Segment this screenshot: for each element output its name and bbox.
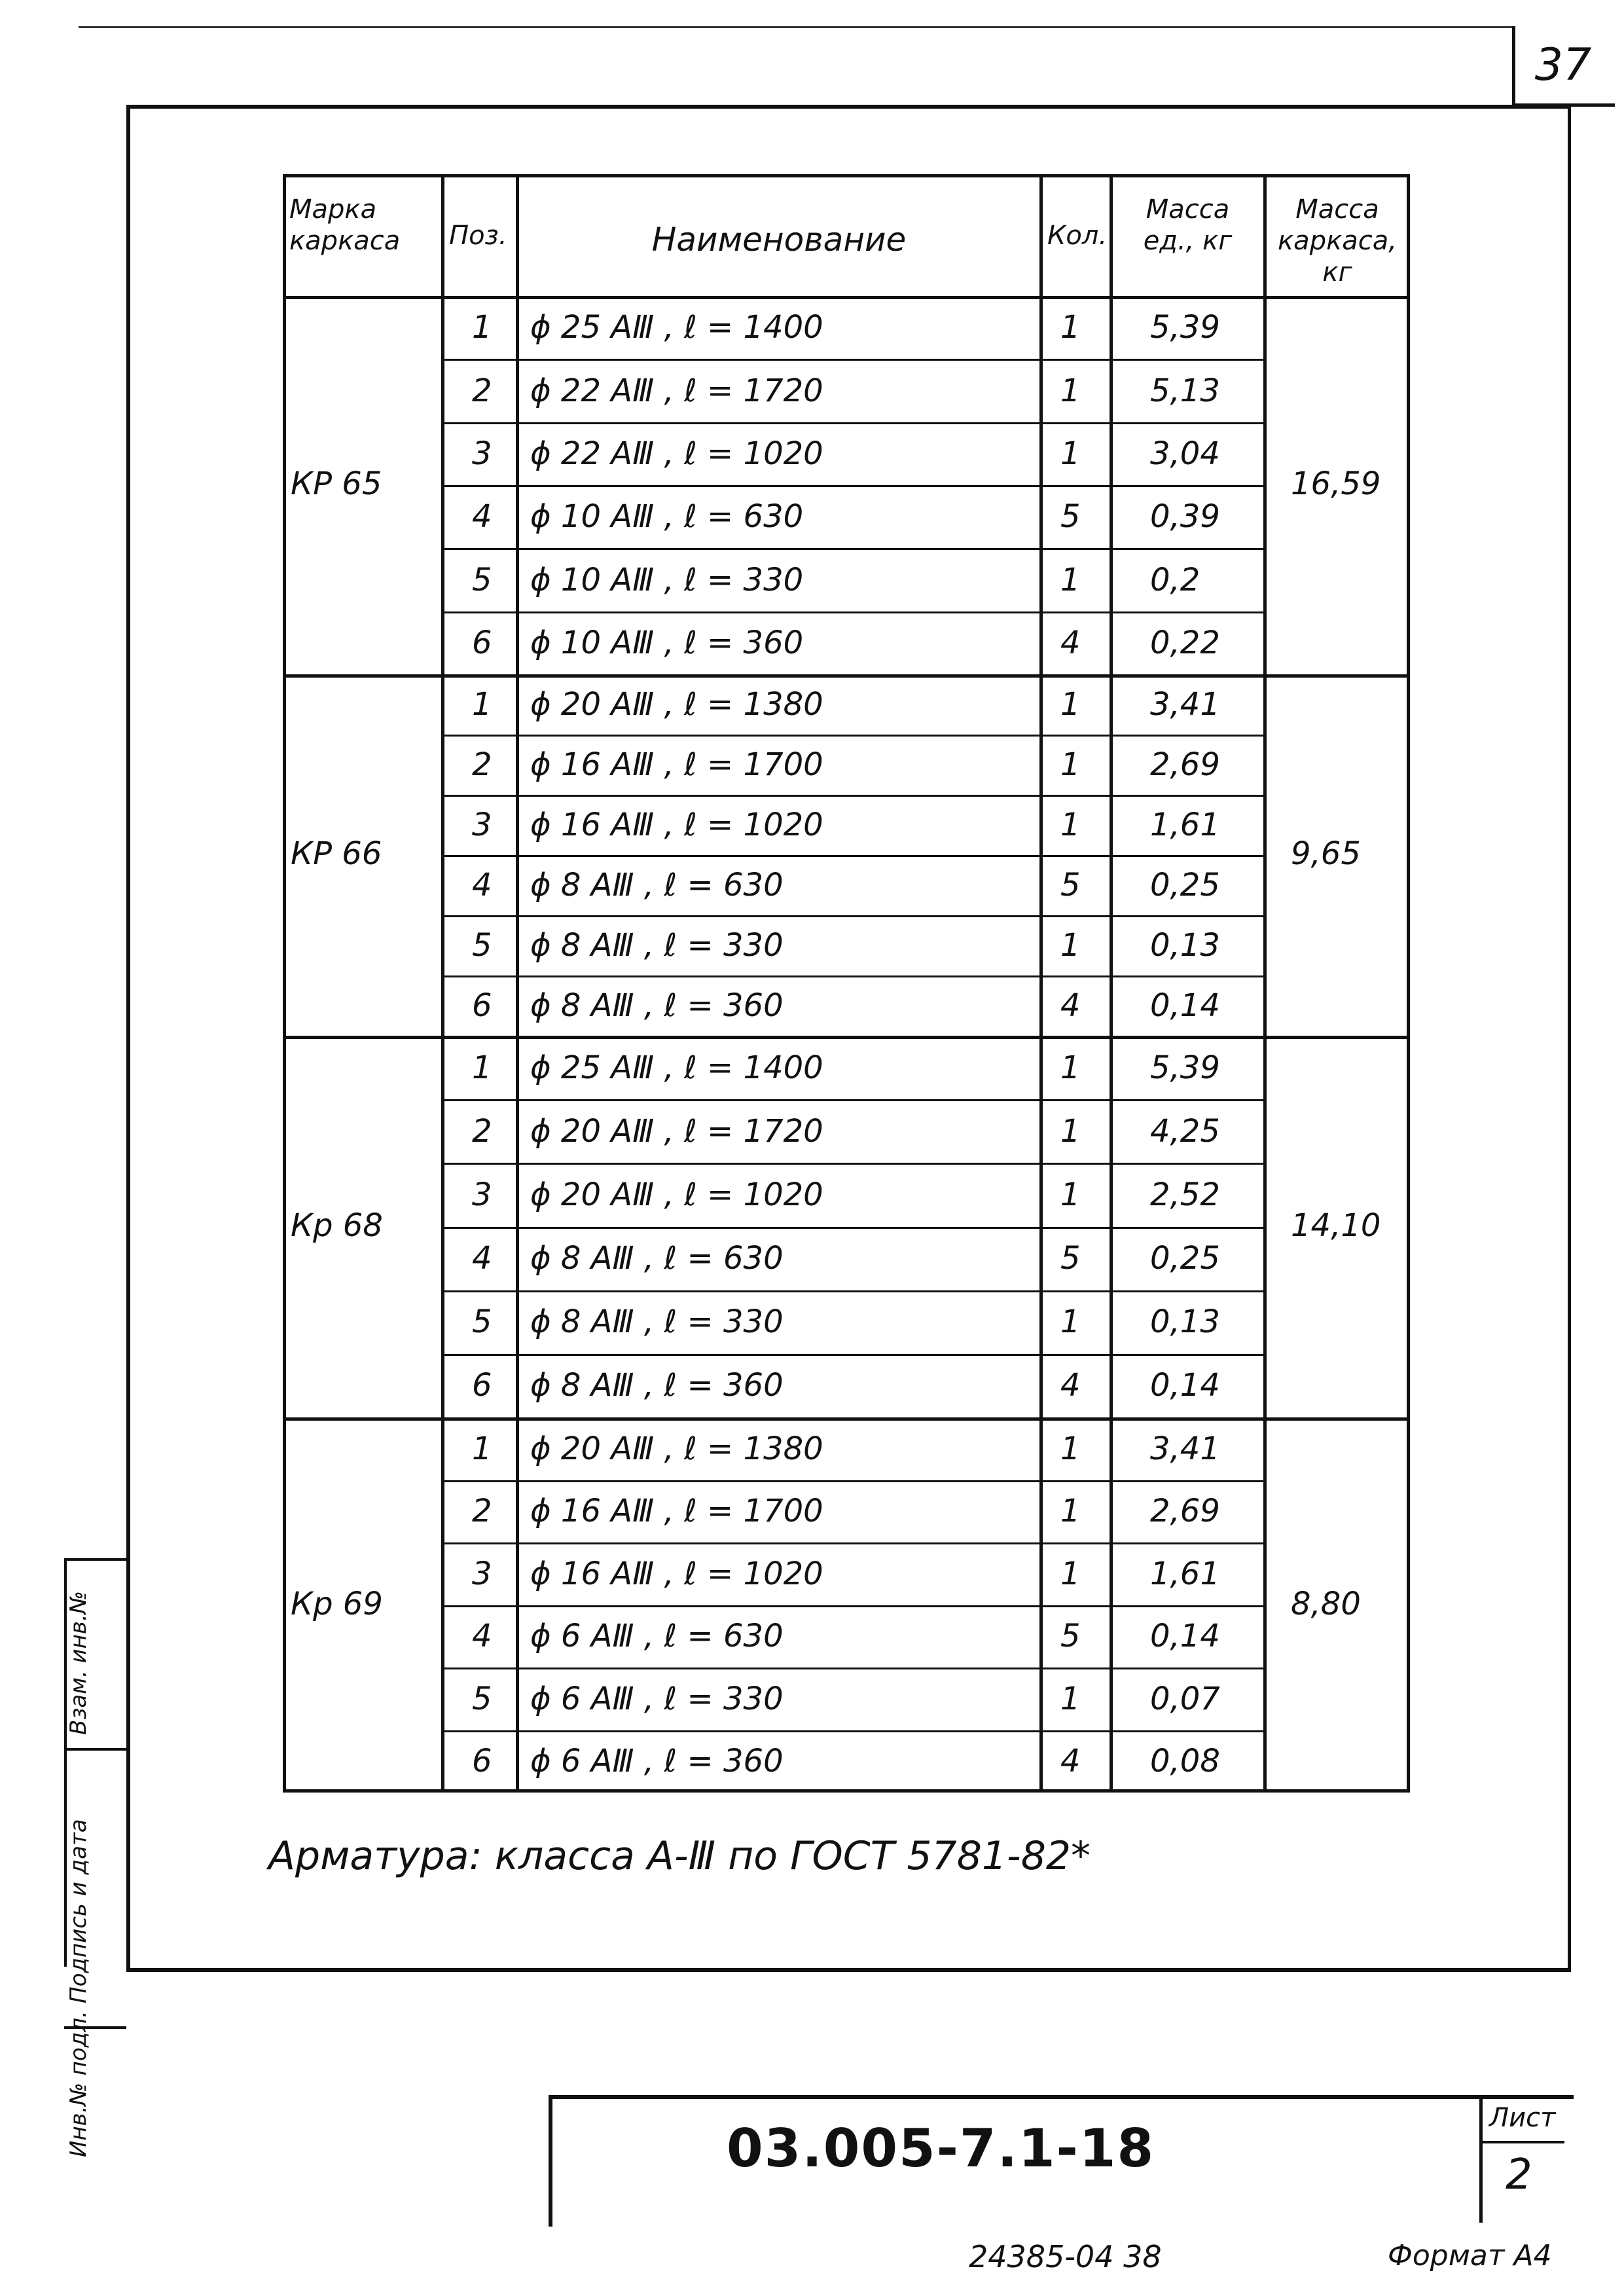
row-pos: 4 <box>472 498 492 536</box>
row-name: ϕ 16 АⅢ , ℓ = 1020 <box>530 1555 823 1592</box>
row-name: ϕ 20 АⅢ , ℓ = 1720 <box>530 1112 823 1150</box>
row-name: ϕ 6 АⅢ , ℓ = 360 <box>530 1743 784 1780</box>
group-mark: Кр 68 <box>291 1207 383 1244</box>
format-label: Формат А4 <box>1388 2239 1552 2272</box>
row-pos: 6 <box>472 987 492 1024</box>
row-mass: 0,22 <box>1150 624 1220 661</box>
table-row-line <box>442 359 1265 361</box>
side-label-sign-date: Подпись и дата <box>65 1819 92 2003</box>
top-border-line <box>79 26 1512 28</box>
sheet-box-divider <box>1479 2141 1564 2143</box>
row-pos: 3 <box>472 435 492 472</box>
row-pos: 4 <box>472 1618 492 1655</box>
header-name: Наименование <box>651 221 907 259</box>
row-mass: 0,39 <box>1150 498 1220 536</box>
row-qty: 1 <box>1060 1680 1081 1717</box>
row-name: ϕ 20 АⅢ , ℓ = 1380 <box>530 686 823 723</box>
sheet-label: Лист <box>1489 2103 1556 2133</box>
row-name: ϕ 22 АⅢ , ℓ = 1720 <box>530 372 823 409</box>
header-marka: Марка каркаса <box>289 194 401 256</box>
row-name: ϕ 8 АⅢ , ℓ = 330 <box>530 927 784 964</box>
table-row-line <box>442 422 1265 424</box>
table-row-line <box>442 1354 1265 1356</box>
group-mark: КР 65 <box>291 465 382 502</box>
row-qty: 4 <box>1060 1367 1081 1404</box>
row-mass: 3,41 <box>1150 686 1220 723</box>
row-name: ϕ 20 АⅢ , ℓ = 1380 <box>530 1430 823 1467</box>
row-name: ϕ 25 АⅢ , ℓ = 1400 <box>530 309 823 346</box>
row-name: ϕ 10 АⅢ , ℓ = 360 <box>530 624 804 661</box>
row-name: ϕ 6 АⅢ , ℓ = 630 <box>530 1618 784 1655</box>
group-total-mass: 14,10 <box>1291 1207 1381 1244</box>
row-name: ϕ 8 АⅢ , ℓ = 360 <box>530 1367 784 1404</box>
page-number: 37 <box>1534 39 1592 91</box>
row-pos: 3 <box>472 1176 492 1213</box>
row-name: ϕ 10 АⅢ , ℓ = 330 <box>530 561 804 598</box>
sheet-number: 2 <box>1506 2151 1532 2199</box>
table-row-line <box>442 1163 1265 1165</box>
table-row-line <box>442 1227 1265 1229</box>
reinforcement-note: Арматура: класса А-Ⅲ по ГОСТ 5781-82* <box>268 1833 1091 1879</box>
table-row-line <box>442 1542 1265 1544</box>
bottom-code: 24385-04 38 <box>969 2239 1162 2274</box>
row-name: ϕ 8 АⅢ , ℓ = 360 <box>530 987 784 1024</box>
table-column-line <box>1110 174 1113 1793</box>
row-pos: 6 <box>472 1367 492 1404</box>
row-name: ϕ 8 АⅢ , ℓ = 330 <box>530 1303 784 1341</box>
table-group-line <box>283 1036 1410 1039</box>
row-mass: 3,04 <box>1150 435 1220 472</box>
table-row-line <box>442 1605 1265 1607</box>
row-name: ϕ 8 АⅢ , ℓ = 630 <box>530 1240 784 1277</box>
row-pos: 5 <box>472 1303 492 1341</box>
row-pos: 2 <box>472 1112 492 1150</box>
table-row-line <box>442 548 1265 550</box>
row-mass: 0,25 <box>1150 867 1220 903</box>
row-qty: 1 <box>1060 1303 1081 1341</box>
row-name: ϕ 16 АⅢ , ℓ = 1020 <box>530 807 823 843</box>
row-mass: 0,14 <box>1150 1367 1220 1404</box>
table-row-line <box>442 795 1265 797</box>
row-pos: 5 <box>472 561 492 598</box>
row-pos: 2 <box>472 372 492 409</box>
row-mass: 0,2 <box>1150 561 1200 598</box>
row-mass: 3,41 <box>1150 1430 1220 1467</box>
table-row-line <box>442 611 1265 613</box>
row-mass: 0,13 <box>1150 927 1220 964</box>
table-row-line <box>442 975 1265 977</box>
row-name: ϕ 6 АⅢ , ℓ = 330 <box>530 1680 784 1717</box>
row-mass: 0,14 <box>1150 987 1220 1024</box>
table-column-line <box>1039 174 1043 1793</box>
row-name: ϕ 20 АⅢ , ℓ = 1020 <box>530 1176 823 1213</box>
row-name: ϕ 16 АⅢ , ℓ = 1700 <box>530 746 823 783</box>
group-total-mass: 8,80 <box>1291 1585 1361 1622</box>
row-pos: 2 <box>472 746 492 783</box>
row-mass: 1,61 <box>1150 807 1220 843</box>
row-pos: 1 <box>472 1430 492 1467</box>
row-mass: 5,13 <box>1150 372 1220 409</box>
row-qty: 1 <box>1060 807 1081 843</box>
header-poz: Поз. <box>449 221 507 251</box>
table-column-line <box>441 174 444 1793</box>
table-row-line <box>442 1099 1265 1101</box>
row-mass: 0,13 <box>1150 1303 1220 1341</box>
row-qty: 1 <box>1060 1555 1081 1592</box>
table-row-line <box>442 1480 1265 1482</box>
row-qty: 5 <box>1060 867 1081 903</box>
table-row-line <box>442 1730 1265 1732</box>
row-pos: 1 <box>472 309 492 346</box>
row-pos: 3 <box>472 807 492 843</box>
row-qty: 4 <box>1060 987 1081 1024</box>
row-mass: 0,07 <box>1150 1680 1220 1717</box>
row-mass: 0,25 <box>1150 1240 1220 1277</box>
table-row-line <box>442 1290 1265 1292</box>
table-group-line <box>283 1417 1410 1421</box>
group-total-mass: 16,59 <box>1291 465 1381 502</box>
row-pos: 3 <box>472 1555 492 1592</box>
row-qty: 1 <box>1060 309 1081 346</box>
row-pos: 4 <box>472 1240 492 1277</box>
row-qty: 1 <box>1060 686 1081 723</box>
row-qty: 1 <box>1060 1430 1081 1467</box>
row-mass: 5,39 <box>1150 309 1220 346</box>
side-label-vzam-inv: Взам. инв.№ <box>65 1590 92 1735</box>
table-row-line <box>442 735 1265 737</box>
row-mass: 2,69 <box>1150 746 1220 783</box>
row-mass: 4,25 <box>1150 1112 1220 1150</box>
row-qty: 1 <box>1060 561 1081 598</box>
row-qty: 1 <box>1060 372 1081 409</box>
side-stamp-divider <box>64 1748 126 1751</box>
group-mark: Кр 69 <box>291 1585 383 1622</box>
header-kol: Кол. <box>1047 221 1108 251</box>
table-group-line <box>283 674 1410 678</box>
row-mass: 0,14 <box>1150 1618 1220 1655</box>
group-mark: КР 66 <box>291 835 382 872</box>
table-header-line <box>283 296 1410 299</box>
row-pos: 1 <box>472 686 492 723</box>
row-name: ϕ 22 АⅢ , ℓ = 1020 <box>530 435 823 472</box>
specification-table <box>283 174 1410 1793</box>
row-name: ϕ 25 АⅢ , ℓ = 1400 <box>530 1049 823 1086</box>
row-mass: 2,52 <box>1150 1176 1220 1213</box>
row-name: ϕ 8 АⅢ , ℓ = 630 <box>530 867 784 903</box>
row-pos: 5 <box>472 1680 492 1717</box>
table-row-line <box>442 1667 1265 1669</box>
row-pos: 1 <box>472 1049 492 1086</box>
group-total-mass: 9,65 <box>1291 835 1361 872</box>
row-mass: 5,39 <box>1150 1049 1220 1086</box>
table-column-line <box>1263 174 1267 1793</box>
table-row-line <box>442 915 1265 917</box>
table-row-line <box>442 855 1265 857</box>
row-qty: 1 <box>1060 746 1081 783</box>
row-qty: 5 <box>1060 1240 1081 1277</box>
row-pos: 2 <box>472 1493 492 1530</box>
row-pos: 6 <box>472 1743 492 1780</box>
table-row-line <box>442 485 1265 487</box>
document-number: 03.005-7.1-18 <box>727 2118 1155 2179</box>
row-qty: 5 <box>1060 1618 1081 1655</box>
row-pos: 4 <box>472 867 492 903</box>
header-mass-unit: Масса ед., кг <box>1143 194 1233 256</box>
row-mass: 1,61 <box>1150 1555 1220 1592</box>
row-mass: 2,69 <box>1150 1493 1220 1530</box>
row-mass: 0,08 <box>1150 1743 1220 1780</box>
row-name: ϕ 10 АⅢ , ℓ = 630 <box>530 498 804 536</box>
table-column-line <box>516 174 519 1793</box>
header-mass-total: Масса каркаса, кг <box>1278 194 1397 287</box>
row-pos: 6 <box>472 624 492 661</box>
side-label-inv-orig: Инв.№ подл. <box>65 2011 92 2157</box>
row-qty: 4 <box>1060 1743 1081 1780</box>
row-qty: 1 <box>1060 1493 1081 1530</box>
row-qty: 1 <box>1060 927 1081 964</box>
row-qty: 4 <box>1060 624 1081 661</box>
row-pos: 5 <box>472 927 492 964</box>
row-qty: 1 <box>1060 1112 1081 1150</box>
row-qty: 5 <box>1060 498 1081 536</box>
row-qty: 1 <box>1060 1049 1081 1086</box>
row-name: ϕ 16 АⅢ , ℓ = 1700 <box>530 1493 823 1530</box>
row-qty: 1 <box>1060 1176 1081 1213</box>
row-qty: 1 <box>1060 435 1081 472</box>
